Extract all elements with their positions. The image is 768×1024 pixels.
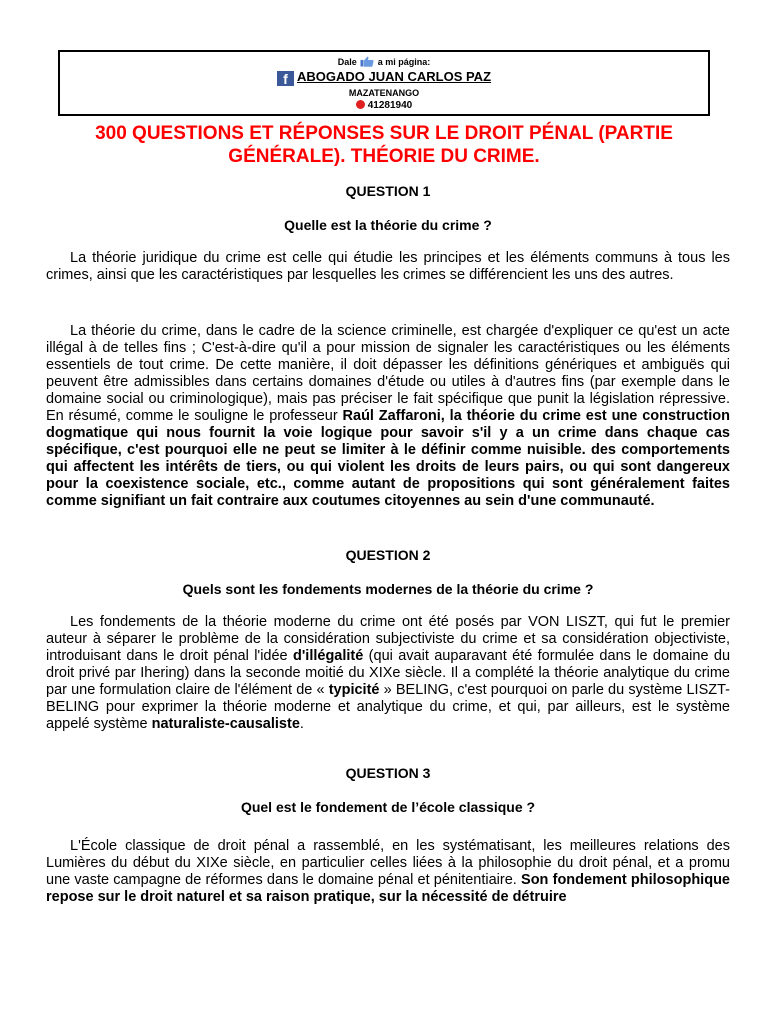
- page-name-link[interactable]: ABOGADO JUAN CARLOS PAZ: [296, 69, 492, 84]
- question-1-paragraph-2-bold: Raúl Zaffaroni, la théorie du crime est une construction dogmatique qui nous fournit la voie logique pour savoir s'il y a un crime dans chaque cas spécifique, c'est pourquoi elle ne peut se limiter à le définir comme nuisible. des comportements qui affectent les intérêts de tiers, ou qui violent les droits de leurs pairs, ou qui sont dangereux pour la coexistence sociale, etc., comme autant de propositions qui sont généralement faites comme signifiant un fait contraire aux coutumes citoyennes au sein d'une communauté.: [46, 408, 730, 509]
- city-label: MAZATENANGO: [348, 88, 420, 98]
- question-3-heading: QUESTION 3: [345, 765, 431, 781]
- like-suffix: a mi página:: [377, 57, 431, 67]
- q3-bold: Son fondement philosophique repose sur le droit naturel et sa raison pratique, sur la nécessité de détruire: [46, 872, 730, 905]
- q2-bold-typicite: typicité: [328, 682, 380, 698]
- question-1-text: Quelle est la théorie du crime ?: [284, 217, 492, 233]
- q2-text-e: » BELING, c'est pourquoi on parle du système LISZT-BELING pour exprimer la théorie moderne et analytique du crime, et qui, par ailleurs, est le système appelé système: [46, 682, 730, 732]
- document-title: 300 QUESTIONS ET RÉPONSES SUR LE DROIT PÉNAL (PARTIE GÉNÉRALE). THÉORIE DU CRIME.: [95, 123, 673, 167]
- q2-bold-illegalite: d'illégalité: [292, 648, 364, 664]
- like-line: [60, 56, 708, 68]
- like-prefix: Dale: [337, 57, 357, 67]
- question-2-text: Quels sont les fondements modernes de la théorie du crime ?: [182, 581, 594, 597]
- question-3-text: Quel est le fondement de l’école classique ?: [240, 799, 536, 815]
- whatsapp-icon: [356, 100, 365, 109]
- question-1-paragraph-1: La théorie juridique du crime est celle qui étudie les principes et les éléments communs à tous les crimes, ainsi que les caractéristiques par lesquelles les crimes se différencient les uns des autres.: [46, 250, 730, 283]
- thumbs-up-icon: [360, 56, 374, 67]
- question-1-paragraph-2: [46, 323, 730, 510]
- facebook-icon: f: [277, 71, 294, 86]
- question-2-paragraph: [46, 614, 730, 733]
- q2-text-a: Les fondements de la théorie moderne du crime ont été posés par VON LISZT, qui fut le premier auteur à séparer le problème de la considération subjectiviste du crime et sa considération objectiviste, introduisant dans le droit pénal l'idée: [46, 614, 730, 664]
- page-name-line[interactable]: [60, 69, 708, 86]
- q2-text-c: (qui avait auparavant été formulée dans le domaine du droit privé par Ihering) dans la seconde moitié du XIXe siècle. Il a complété la théorie analytique du crime par une formulation claire de l'élément de «: [46, 648, 731, 698]
- q2-text-g: .: [299, 716, 304, 732]
- question-1-heading: QUESTION 1: [345, 183, 431, 199]
- phone-number: 41281940: [367, 100, 413, 111]
- q2-bold-naturaliste: naturaliste-causaliste: [151, 716, 300, 732]
- question-1-paragraph-2-text: La théorie du crime, dans le cadre de la science criminelle, est chargée d'expliquer ce qu'est un acte illégal à de telles fins ; C'est-à-dire qu'il a pour mission de signaler les caractéristiques ou les éléments essentiels de tout crime. De cette manière, il doit dépasser les définitions génériques et ambiguës qui peuvent être admissibles dans certains domaines d'étude ou utiles à d'autres fins (par exemple dans le domaine social ou criminologique), mais pas préciser le fait spécifique que punit la législation répressive. En résumé, comme le souligne le professeur: [46, 323, 730, 424]
- question-2-heading: QUESTION 2: [345, 547, 431, 563]
- q3-text-a: L'École classique de droit pénal a rassemblé, en les systématisant, les meilleures relations des Lumières du début du XIXe siècle, en particulier celles liées à la philosophie du droit pénal, et a promu une vaste campagne de réformes dans le domaine pénal et pénitentiaire.: [46, 838, 730, 888]
- question-3-paragraph: [46, 838, 730, 906]
- phone-line: [60, 99, 708, 112]
- page-banner: [58, 50, 710, 116]
